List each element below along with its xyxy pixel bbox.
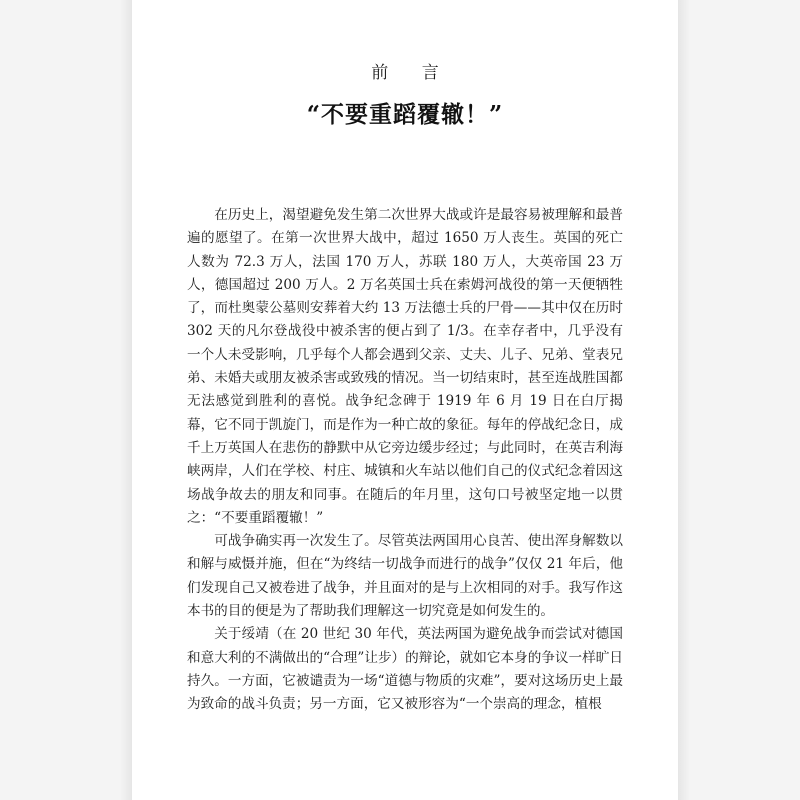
paragraph: 在历史上，渴望避免发生第二次世界大战或许是最容易被理解和最普遍的愿望了。在第一次世界大战中，超过 1650 万人丧生。英国的死亡人数为 72.3 万人，法国 170 万人，苏联 180 万人，大英帝国 23 万人，德国超过 200 万人。2 万名英国士兵在索姆河战役的第一天便牺牲了，而杜奥蒙公墓则安葬着大约 13 万法德士兵的尸骨——其中仅在历时 302 天的凡尔登战役中被杀害的便占到了 1/3。在幸存者中，几乎没有一个人未受影响，几乎每个人都会遇到父亲、丈夫、儿子、兄弟、堂表兄弟、未婚夫或朋友被杀害或致残的情况。当一切结束时，甚至连战胜国都无法感觉到胜利的喜悦。战争纪念碑于 1919 年 6 月 19 日在白厅揭幕，它不同于凯旋门，而是作为一种亡故的象征。每年的停战纪念日，成千上万英国人在悲伤的静默中从它旁边缓步经过；与此同时，在英吉利海峡两岸，人们在学校、村庄、城镇和火车站以他们自己的仪式纪念着因这场战争故去的朋友和同事。在随后的年月里，这句口号被坚定地一以贯之：“不要重蹈覆辙！” bbox=[187, 207, 623, 526]
page-title: “不要重蹈覆辙！” bbox=[306, 101, 504, 128]
paragraph: 可战争确实再一次发生了。尽管英法两国用心良苦、使出浑身解数以和解与威慑并施，但在“为终结一切战争而进行的战争”仅仅 21 年后，他们发现自己又被卷进了战争，并且面对的是与上次相同的对手。我写作这本书的目的便是为了帮助我们理解这一切究竟是如何发生的。 bbox=[187, 533, 623, 620]
page-shadow-left bbox=[120, 0, 132, 800]
section-label: 前 言 bbox=[371, 63, 453, 83]
book-page bbox=[132, 0, 678, 800]
paragraph: 关于绥靖（在 20 世纪 30 年代，英法两国为避免战争而尝试对德国和意大利的不满做出的“合理”让步）的辩论，就如它本身的争议一样旷日持久。一方面，它被谴责为一场“道德与物质的灾难”，要对这场历史上最为致命的战斗负责；另一方面，它又被形容为“一个崇高的理念，植根 bbox=[187, 626, 623, 713]
page-shadow-right bbox=[678, 0, 690, 800]
body-text bbox=[187, 204, 623, 717]
